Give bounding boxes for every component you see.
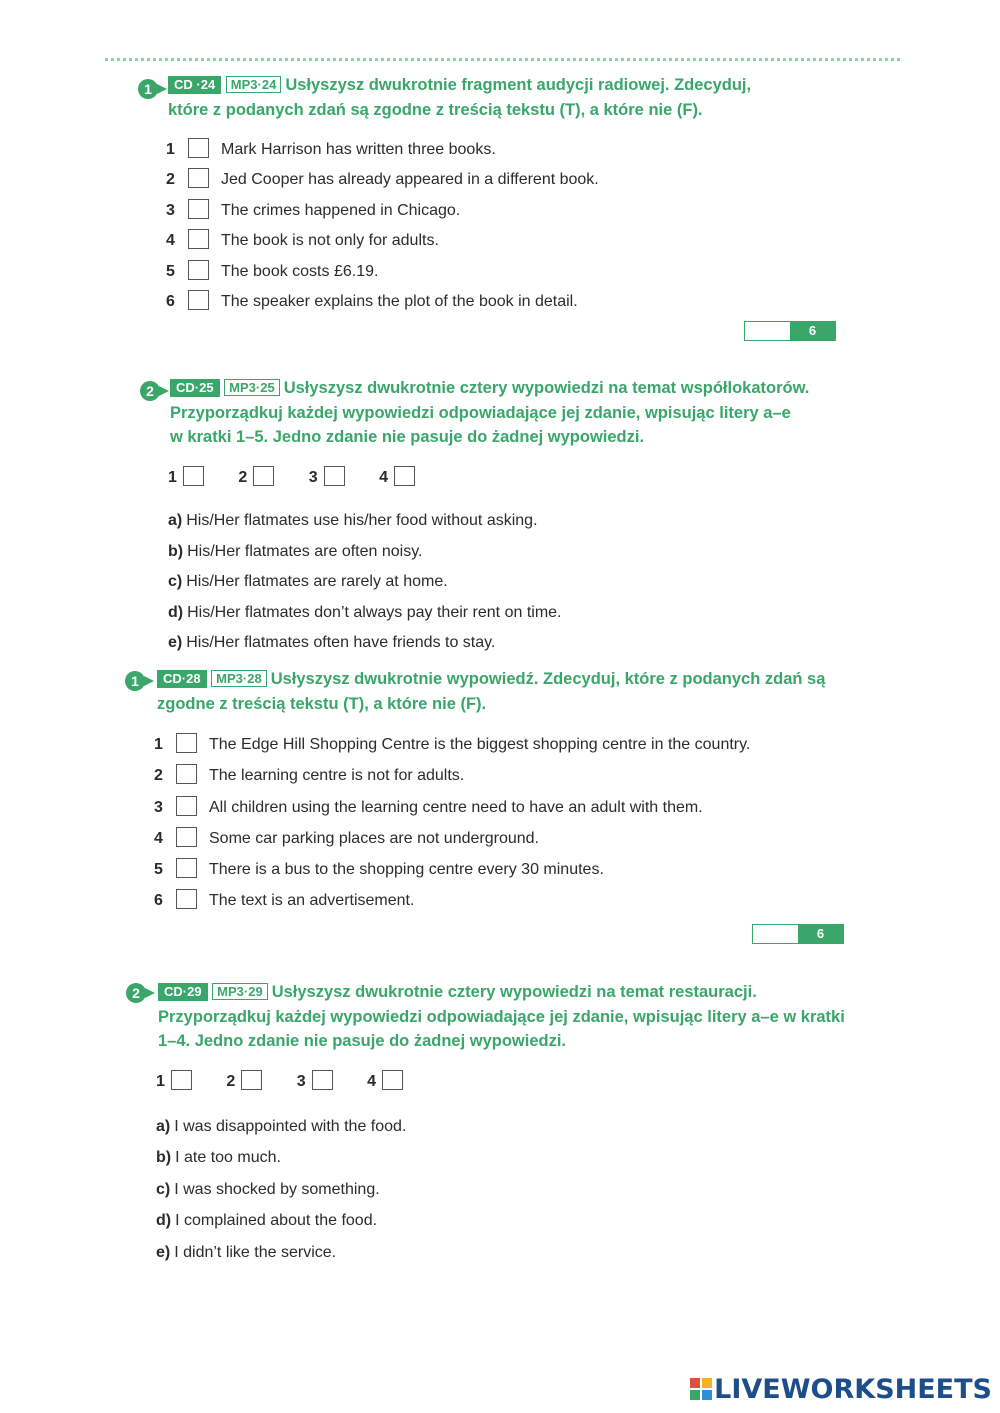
option-item: [156, 1112, 406, 1143]
answer-box[interactable]: [188, 168, 209, 188]
mp3-track-tag: MP3·29: [212, 983, 268, 1000]
answer-slot: [168, 466, 204, 487]
option-list: [168, 506, 561, 659]
option-letter: d): [168, 603, 184, 621]
option-letter: b): [168, 542, 184, 560]
item-number: 5: [154, 861, 163, 879]
answer-box[interactable]: [176, 764, 197, 784]
option-text: I ate too much.: [175, 1149, 281, 1167]
answer-box[interactable]: [176, 796, 197, 816]
cd-track-tag: CD ·24: [168, 76, 221, 94]
option-letter: b): [156, 1149, 172, 1167]
answer-box[interactable]: [188, 199, 209, 219]
option-item: [156, 1206, 406, 1237]
instruction: [168, 73, 751, 122]
item-text: All children using the learning centre need to have an adult with them.: [209, 798, 703, 816]
cd-track-tag: CD·25: [170, 379, 220, 397]
option-text: I was disappointed with the food.: [174, 1118, 407, 1135]
answer-number: 1: [168, 469, 177, 486]
answer-slot: [156, 1070, 192, 1091]
answer-row: [168, 466, 445, 487]
item-text: Some car parking places are not underground.: [209, 829, 539, 847]
option-text: His/Her flatmates often have friends to stay.: [186, 634, 496, 651]
statement-item: [154, 793, 750, 824]
statement-list: [166, 135, 599, 317]
statement-item: [154, 855, 750, 886]
mp3-track-tag: MP3·28: [211, 670, 267, 687]
instruction-line-2: Przyporządkuj każdej wypowiedzi odpowiadające jej zdanie, wpisując litery a–e: [170, 403, 791, 422]
instruction-line-2: które z podanych zdań są zgodne z treścią tekstu (T), a które nie (F).: [168, 100, 703, 119]
cd-track-tag: CD·28: [157, 670, 207, 688]
item-text: The speaker explains the plot of the book in detail.: [221, 292, 578, 310]
option-letter: d): [156, 1212, 172, 1230]
cd-track-tag: CD·29: [158, 983, 208, 1001]
answer-box[interactable]: [183, 466, 204, 486]
statement-item: [154, 824, 750, 855]
item-number: 1: [154, 736, 163, 753]
answer-box[interactable]: [324, 466, 345, 486]
item-text: The book costs £6.19.: [221, 262, 379, 280]
answer-number: 2: [226, 1073, 236, 1090]
answer-box[interactable]: [176, 858, 197, 878]
option-text: His/Her flatmates use his/her food without asking.: [186, 512, 538, 529]
instruction-line-1: Usłyszysz dwukrotnie cztery wypowiedzi na temat współlokatorów.: [283, 379, 810, 397]
answer-box[interactable]: [188, 290, 209, 310]
statement-list: [154, 730, 750, 918]
statement-item: [166, 196, 599, 226]
option-letter: e): [156, 1243, 171, 1261]
answer-slot: [297, 1070, 333, 1091]
answer-slot: [226, 1070, 262, 1091]
item-text: The crimes happened in Chicago.: [221, 201, 461, 219]
exercise-number-badge: 1: [125, 671, 145, 691]
exercise-number-badge: 2: [140, 381, 160, 401]
option-item: [168, 537, 561, 568]
statement-item: [166, 135, 599, 165]
instruction-line-1: Usłyszysz dwukrotnie wypowiedź. Zdecyduj, które z podanych zdań są: [270, 670, 826, 688]
answer-box[interactable]: [394, 466, 415, 486]
option-text: I complained about the food.: [175, 1212, 378, 1230]
answer-number: 4: [379, 469, 388, 486]
statement-item: [166, 165, 599, 195]
answer-box[interactable]: [188, 260, 209, 280]
option-letter: a): [168, 512, 183, 529]
answer-box[interactable]: [176, 889, 197, 909]
item-text: There is a bus to the shopping centre every 30 minutes.: [209, 861, 604, 879]
option-text: I was shocked by something.: [174, 1180, 380, 1198]
instruction-line-3: 1–4. Jedno zdanie nie pasuje do żadnej wypowiedzi.: [158, 1032, 567, 1050]
answer-box[interactable]: [253, 466, 274, 486]
item-text: Jed Cooper has already appeared in a different book.: [221, 171, 599, 189]
item-number: 6: [154, 892, 163, 910]
answer-slot: [367, 1070, 403, 1091]
item-number: 1: [166, 141, 175, 158]
answer-slot: [309, 466, 345, 487]
item-text: The book is not only for adults.: [221, 232, 439, 250]
item-text: Mark Harrison has written three books.: [221, 141, 496, 158]
instruction: [158, 980, 845, 1054]
answer-box[interactable]: [171, 1070, 192, 1090]
score-box: [744, 321, 836, 341]
option-item: [156, 1175, 406, 1206]
exercise-number-badge: 2: [126, 983, 146, 1003]
statement-item: [154, 761, 750, 792]
item-number: 5: [166, 262, 175, 280]
instruction-line-1: Usłyszysz dwukrotnie fragment audycji radiowej. Zdecyduj,: [285, 76, 752, 94]
liveworksheets-logo-icon: [690, 1376, 712, 1398]
answer-number: 3: [308, 469, 318, 486]
option-list: [156, 1112, 406, 1269]
score-value: 6: [798, 925, 843, 943]
option-letter: c): [168, 573, 183, 590]
option-letter: e): [168, 634, 183, 651]
option-item: [168, 506, 561, 537]
statement-item: [154, 886, 750, 917]
option-text: I didn’t like the service.: [174, 1243, 337, 1261]
item-number: 6: [166, 292, 175, 310]
statement-item: [154, 730, 750, 761]
item-number: 4: [154, 829, 163, 847]
exercise-number-badge: 1: [138, 79, 158, 99]
answer-number: 1: [156, 1073, 165, 1090]
option-item: [168, 567, 561, 598]
dotted-divider: [105, 58, 900, 61]
option-item: [168, 628, 561, 659]
mp3-track-tag: MP3·24: [226, 76, 282, 93]
option-letter: a): [156, 1118, 171, 1135]
answer-box[interactable]: [312, 1070, 333, 1090]
statement-item: [166, 287, 599, 317]
item-number: 4: [166, 232, 175, 250]
answer-box[interactable]: [382, 1070, 403, 1090]
answer-box[interactable]: [176, 827, 197, 847]
answer-box[interactable]: [241, 1070, 262, 1090]
instruction-line-2: Przyporządkuj każdej wypowiedzi odpowiadające jej zdanie, wpisując litery a–e w kratki: [158, 1007, 845, 1026]
answer-box[interactable]: [188, 138, 209, 158]
item-number: 3: [154, 798, 163, 816]
option-text: His/Her flatmates are rarely at home.: [186, 573, 448, 590]
answer-slot: [238, 466, 274, 487]
answer-row: [156, 1070, 433, 1091]
option-text: His/Her flatmates are often noisy.: [187, 542, 423, 560]
item-text: The Edge Hill Shopping Centre is the biggest shopping centre in the country.: [209, 736, 751, 753]
score-box: [752, 924, 844, 944]
instruction: [170, 376, 809, 450]
brand-text: LIVEWORKSHEETS: [714, 1374, 992, 1405]
answer-number: 3: [296, 1073, 306, 1090]
answer-slot: [379, 466, 415, 487]
mp3-track-tag: MP3·25: [224, 379, 280, 396]
item-number: 3: [166, 201, 175, 219]
option-letter: c): [156, 1180, 171, 1198]
option-text: His/Her flatmates don’t always pay their rent on time.: [187, 603, 562, 621]
item-text: The learning centre is not for adults.: [209, 767, 465, 785]
instruction-line-3: w kratki 1–5. Jedno zdanie nie pasuje do żadnej wypowiedzi.: [170, 428, 645, 446]
answer-box[interactable]: [176, 733, 197, 753]
item-text: The text is an advertisement.: [209, 892, 415, 910]
option-item: [156, 1143, 406, 1174]
answer-number: 2: [238, 469, 248, 486]
answer-box[interactable]: [188, 229, 209, 249]
option-item: [156, 1238, 406, 1269]
option-item: [168, 598, 561, 629]
item-number: 2: [154, 767, 163, 785]
liveworksheets-brand: [690, 1374, 992, 1405]
item-number: 2: [166, 171, 175, 189]
instruction-line-2: zgodne z treścią tekstu (T), a które nie (F).: [157, 694, 487, 713]
statement-item: [166, 226, 599, 256]
answer-number: 4: [367, 1073, 376, 1090]
instruction: [157, 667, 825, 716]
instruction-line-1: Usłyszysz dwukrotnie cztery wypowiedzi na temat restauracji.: [271, 983, 757, 1001]
statement-item: [166, 257, 599, 287]
score-value: 6: [790, 322, 835, 340]
